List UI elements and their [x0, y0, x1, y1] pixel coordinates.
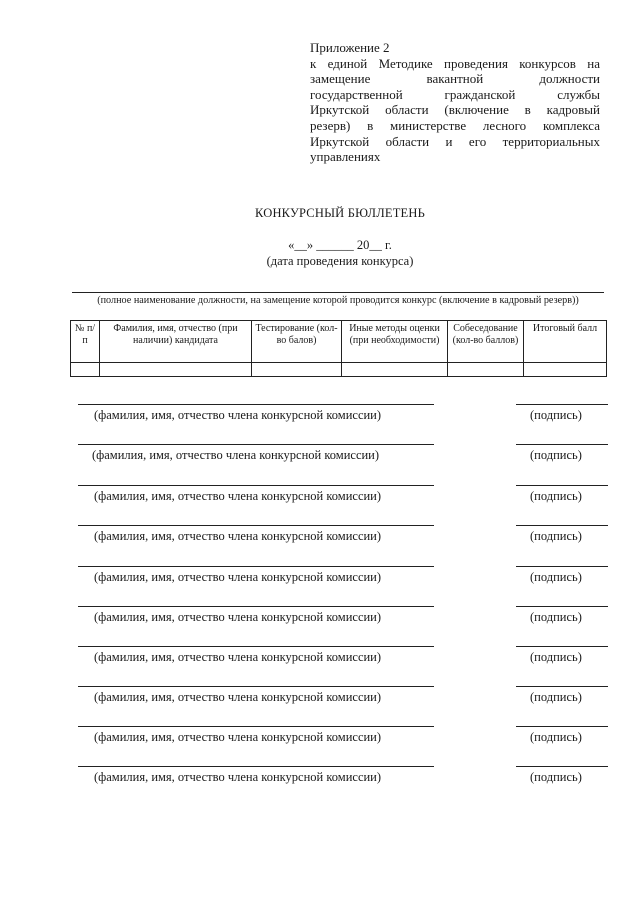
annex-line: Иркутской области и его территориальных	[310, 133, 600, 149]
signature-row	[0, 404, 640, 434]
position-caption: (полное наименование должности, на замещение которой проводится конкурс (включение в кадровый резерв))	[97, 295, 579, 306]
table-cell	[448, 363, 524, 377]
signature-line	[516, 766, 608, 767]
signature-caption: (подпись)	[530, 570, 582, 584]
header-number: № п/п	[71, 321, 100, 363]
signature-caption: (подпись)	[530, 730, 582, 744]
member-name-line	[78, 766, 434, 767]
position-underline	[72, 292, 604, 293]
signature-caption: (подпись)	[530, 489, 582, 503]
annex-block	[310, 40, 600, 165]
member-name-line	[78, 686, 434, 687]
header-interview: Собеседование (кол-во баллов)	[448, 321, 524, 363]
member-name-caption: (фамилия, имя, отчество члена конкурсной комиссии)	[94, 770, 382, 784]
member-name-caption: (фамилия, имя, отчество члена конкурсной комиссии)	[94, 730, 382, 744]
signature-row	[0, 525, 640, 555]
member-name-caption: (фамилия, имя, отчество члена конкурсной комиссии)	[94, 650, 382, 664]
signature-caption: (подпись)	[530, 610, 582, 624]
member-name-caption: (фамилия, имя, отчество члена конкурсной комиссии)	[94, 610, 382, 624]
member-name-line	[78, 726, 434, 727]
signature-line	[516, 525, 608, 526]
signature-line	[516, 606, 608, 607]
signature-row	[0, 566, 640, 596]
date-field: «__» ______ 20__ г.	[288, 238, 392, 252]
signature-caption: (подпись)	[530, 448, 582, 462]
annex-line: резерв) в министерстве лесного комплекса	[310, 117, 600, 133]
signature-row	[0, 686, 640, 716]
annex-title: Приложение 2	[310, 40, 390, 55]
table-cell	[252, 363, 342, 377]
signature-row	[0, 726, 640, 756]
member-name-line	[78, 485, 434, 486]
signature-row	[0, 444, 640, 474]
header-candidate-name: Фамилия, имя, отчество (при наличии) кандидата	[100, 321, 252, 363]
annex-line: замещение вакантной должности	[310, 71, 600, 87]
signature-caption: (подпись)	[530, 650, 582, 664]
signature-row	[0, 646, 640, 676]
signature-row	[0, 766, 640, 796]
signature-line	[516, 404, 608, 405]
member-name-line	[78, 566, 434, 567]
member-name-line	[78, 606, 434, 607]
table-cell	[524, 363, 607, 377]
document-title: КОНКУРСНЫЙ БЮЛЛЕТЕНЬ	[254, 206, 425, 220]
signature-line	[516, 646, 608, 647]
date-caption: (дата проведения конкурса)	[266, 254, 414, 268]
member-name-line	[78, 646, 434, 647]
signature-line	[516, 485, 608, 486]
header-total-score: Итоговый балл	[524, 321, 607, 363]
signature-caption: (подпись)	[530, 529, 582, 543]
member-name-caption: (фамилия, имя, отчество члена конкурсной комиссии)	[94, 489, 382, 503]
signature-line	[516, 566, 608, 567]
ballot-table	[70, 320, 607, 377]
member-name-caption: (фамилия, имя, отчество члена конкурсной комиссии)	[94, 690, 382, 704]
table-cell	[71, 363, 100, 377]
member-name-line	[78, 444, 434, 445]
annex-line: государственной гражданской службы	[310, 86, 600, 102]
signature-row	[0, 485, 640, 515]
signature-caption: (подпись)	[530, 408, 582, 422]
table-cell	[342, 363, 448, 377]
table-cell	[100, 363, 252, 377]
member-name-caption: (фамилия, имя, отчество члена конкурсной комиссии)	[94, 408, 382, 422]
signature-line	[516, 444, 608, 445]
member-name-caption: (фамилия, имя, отчество члена конкурсной комиссии)	[92, 448, 380, 462]
signature-line	[516, 726, 608, 727]
table-header-row	[71, 321, 607, 363]
annex-line: управлениях	[310, 149, 381, 165]
signature-caption: (подпись)	[530, 690, 582, 704]
signature-caption: (подпись)	[530, 770, 582, 784]
annex-line: Иркутской области (включение в кадровый	[310, 102, 600, 118]
signature-row	[0, 606, 640, 636]
member-name-line	[78, 525, 434, 526]
signature-line	[516, 686, 608, 687]
table-row	[71, 363, 607, 377]
header-testing: Тестирование (кол-во балов)	[252, 321, 342, 363]
member-name-caption: (фамилия, имя, отчество члена конкурсной комиссии)	[94, 570, 382, 584]
header-other-methods: Иные методы оценки (при необходимости)	[342, 321, 448, 363]
member-name-line	[78, 404, 434, 405]
member-name-caption: (фамилия, имя, отчество члена конкурсной комиссии)	[94, 529, 382, 543]
annex-line: к единой Методике проведения конкурсов на	[310, 55, 600, 71]
